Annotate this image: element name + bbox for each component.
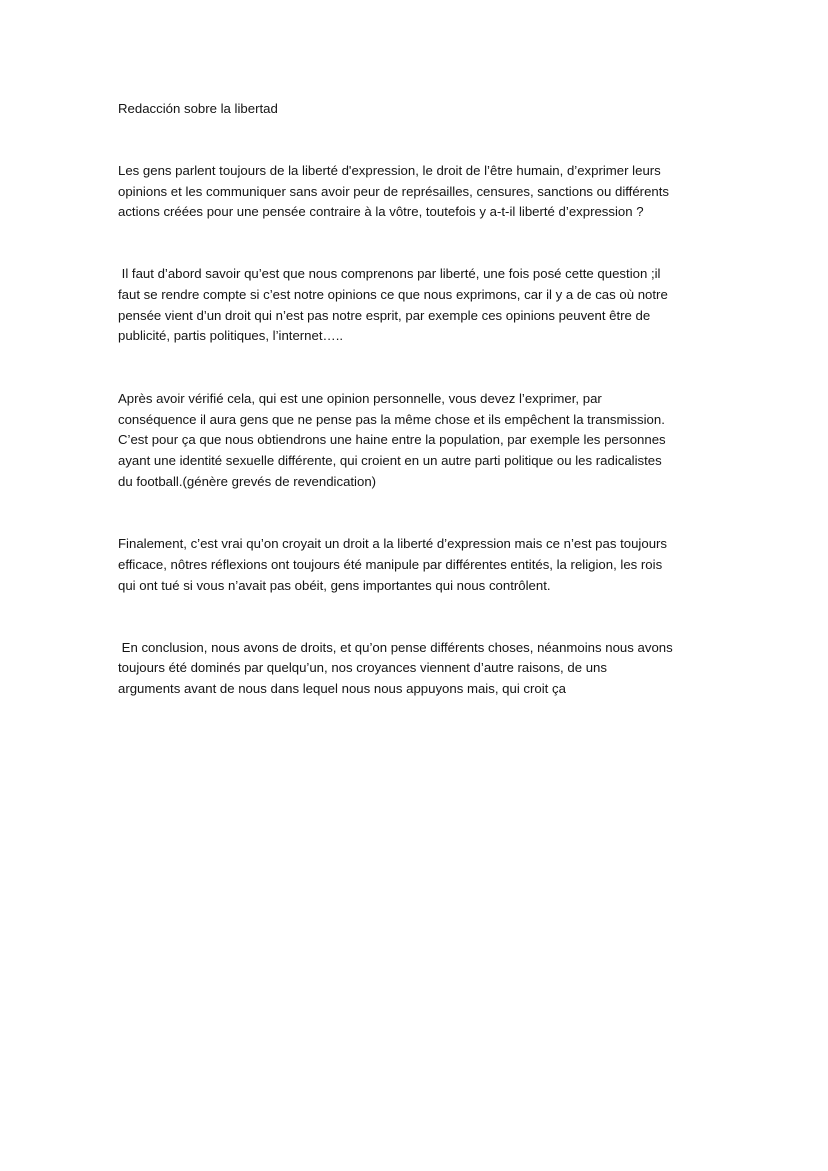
- paragraph-definition: [118, 264, 718, 347]
- text-line: publicité, partis politiques, l’internet…..: [118, 328, 344, 344]
- paragraph-finally: [118, 534, 718, 596]
- text-line: actions créées pour une pensée contraire à la vôtre, toutefois y a-t-il liberté d’expression ?: [118, 204, 644, 220]
- document-title: Redacción sobre la libertad: [118, 101, 278, 116]
- paragraph-expression: [118, 389, 718, 493]
- text-line: Il faut d’abord savoir qu’est que nous comprenons par liberté, une fois posé cette question ;il: [118, 266, 661, 282]
- text-line: efficace, nôtres réflexions ont toujours été manipule par différentes entités, la religion, les rois: [118, 557, 663, 573]
- paragraph-intro: [118, 161, 718, 223]
- text-line: conséquence il aura gens que ne pense pas la même chose et ils empêchent la transmission.: [118, 411, 665, 427]
- text-line: pensée vient d’un droit qui n’est pas notre esprit, par exemple ces opinions peuvent être de: [118, 307, 651, 323]
- document-body: [118, 99, 718, 700]
- text-line: arguments avant de nous dans lequel nous nous appuyons mais, qui croit ça: [118, 680, 566, 696]
- text-line: ayant une identité sexuelle différente, qui croient en un autre parti politique ou les radicalistes: [118, 453, 662, 469]
- text-line: Les gens parlent toujours de la liberté d'expression, le droit de l’être humain, d’exprimer leurs: [118, 163, 661, 178]
- paragraph-conclusion: [118, 638, 718, 700]
- text-line: En conclusion, nous avons de droits, et qu’on pense différents choses, néanmoins nous avons: [118, 639, 673, 655]
- text-line: Après avoir vérifié cela, qui est une opinion personnelle, vous devez l’exprimer, par: [118, 390, 602, 406]
- text-line: faut se rendre compte si c’est notre opinions ce que nous exprimons, car il y a de cas où notre: [118, 286, 668, 302]
- text-line: Finalement, c’est vrai qu’on croyait un droit a la liberté d’expression mais ce n’est pas toujours: [118, 536, 668, 552]
- text-line: toujours été dominés par quelqu’un, nos croyances viennent d’autre raisons, de uns: [118, 660, 607, 676]
- text-line: opinions et les communiquer sans avoir peur de représailles, censures, sanctions ou différents: [118, 183, 669, 199]
- text-line: C’est pour ça que nous obtiendrons une haine entre la population, par exemple les personnes: [118, 432, 666, 448]
- text-line: qui ont tué si vous n’avait pas obéit, gens importantes qui nous contrôlent.: [118, 577, 551, 593]
- text-line: du football.(génère grevés de revendication): [118, 473, 377, 489]
